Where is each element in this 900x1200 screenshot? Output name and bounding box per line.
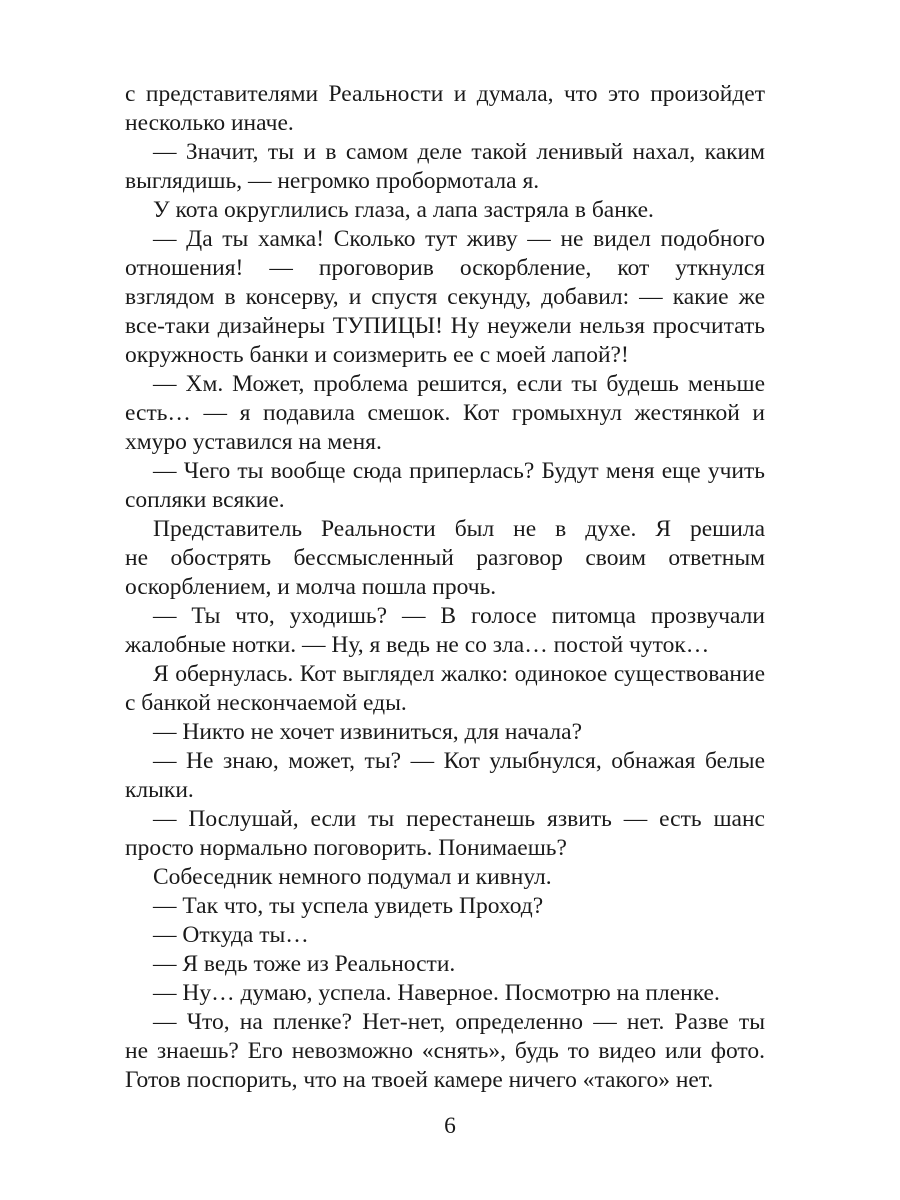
text-line: все-таки дизайнеры ТУПИЦЫ! Ну неужели нельзя просчитать [125, 313, 765, 339]
text-line: — Значит, ты и в самом деле такой ленивый нахал, каким [153, 139, 765, 165]
text-line: есть… — я подавила смешок. Кот громыхнул жестянкой и [125, 400, 765, 426]
text-line: взглядом в консерву, и спустя секунду, добавил: — какие же [125, 284, 765, 310]
text-line: — Не знаю, может, ты? — Кот улыбнулся, обнажая белые [153, 748, 765, 774]
text-line: клыки. [125, 777, 194, 803]
text-line: Собеседник немного подумал и кивнул. [153, 864, 552, 890]
text-line: — Никто не хочет извиниться, для начала? [153, 719, 583, 745]
text-line: Представитель Реальности был не в духе. Я решила [153, 516, 765, 542]
text-line: У кота округлились глаза, а лапа застряла в банке. [153, 197, 654, 223]
text-line: сопляки всякие. [125, 487, 285, 513]
text-line: не знаешь? Его невозможно «снять», будь то видео или фото. [125, 1038, 765, 1064]
text-line: Готов поспорить, что на твоей камере ничего «такого» нет. [125, 1067, 714, 1093]
text-line: — Я ведь тоже из Реальности. [153, 951, 456, 977]
text-line: отношения! — проговорив оскорбление, кот уткнулся [125, 255, 765, 281]
text-line: — Ну… думаю, успела. Наверное. Посмотрю на пленке. [153, 980, 720, 1006]
text-line: с банкой нескончаемой еды. [125, 690, 407, 716]
text-line: окружность банки и соизмерить ее с моей лапой?! [125, 342, 629, 368]
page-number: 6 [444, 1113, 456, 1139]
text-line: — Что, на пленке? Нет-нет, определенно — нет. Разве ты [153, 1009, 765, 1035]
text-line: оскорблением, и молча пошла прочь. [125, 574, 497, 600]
book-page [125, 80, 765, 1095]
text-line: несколько иначе. [125, 110, 294, 136]
text-line: — Откуда ты… [153, 922, 309, 948]
text-line: жалобные нотки. — Ну, я ведь не со зла… постой чуток… [125, 632, 710, 658]
text-line: — Послушай, если ты перестанешь язвить — есть шанс [153, 806, 765, 832]
text-line: не обострять бессмысленный разговор своим ответным [125, 545, 765, 571]
text-line: — Так что, ты успела увидеть Проход? [153, 893, 544, 919]
text-line: — Да ты хамка! Сколько тут живу — не видел подобного [153, 226, 765, 252]
text-line: — Чего ты вообще сюда приперлась? Будут меня еще учить [153, 458, 765, 484]
text-line: — Ты что, уходишь? — В голосе питомца прозвучали [153, 603, 765, 629]
text-line: выглядишь, — негромко пробормотала я. [125, 168, 540, 194]
text-line: Я обернулась. Кот выглядел жалко: одинокое существование [153, 661, 765, 687]
text-line: — Хм. Может, проблема решится, если ты будешь меньше [153, 371, 765, 397]
text-line: просто нормально поговорить. Понимаешь? [125, 835, 567, 861]
text-line: с представителями Реальности и думала, что это произойдет [125, 81, 765, 107]
text-line: хмуро уставился на меня. [125, 429, 382, 455]
